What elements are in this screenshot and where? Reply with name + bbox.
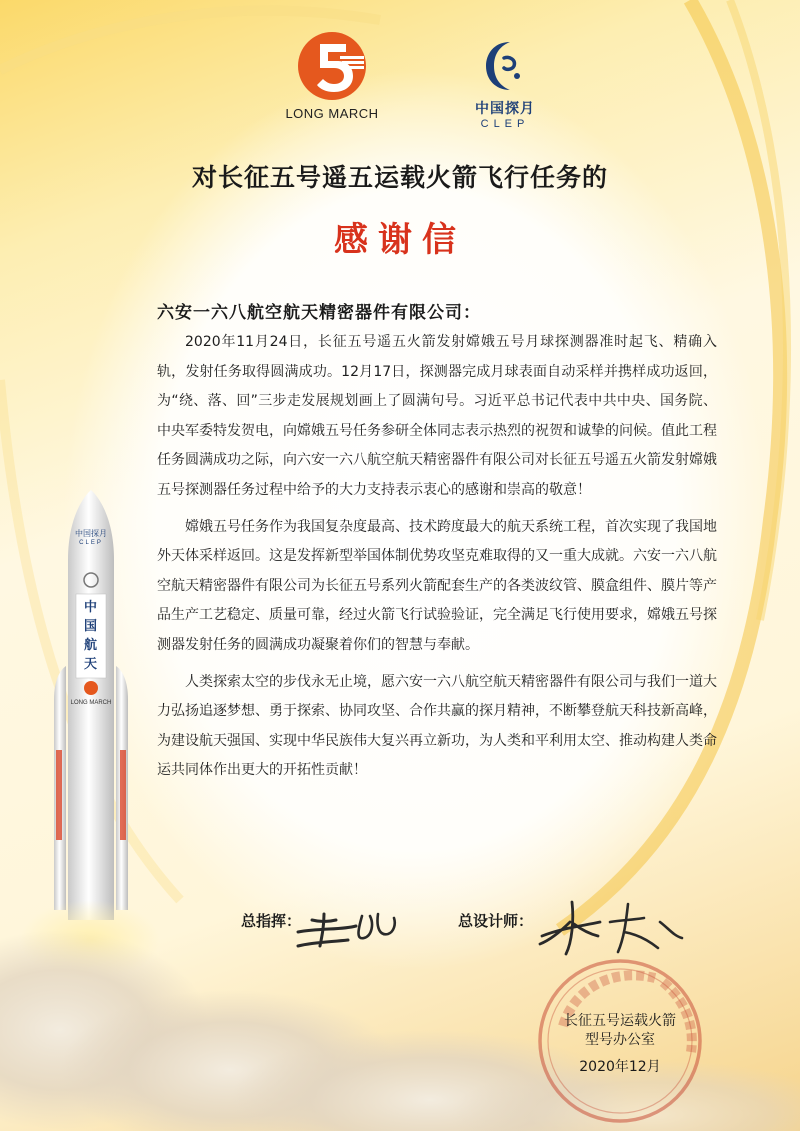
- rocket-booster-label: LONG MARCH: [70, 700, 112, 706]
- paragraph-2: 嫦娥五号任务作为我国复杂度最高、技术跨度最大的航天系统工程，首次实现了我国地外天体采样返回。这是发挥新型举国体制优势攻坚克难取得的又一重大成就。六安一六八航空航天精密器件有限公司为长征五号系列火箭配套生产的各类波纹管、膜盒组件、膜片等产品生产工艺稳定、质量可靠，经过火箭飞行试验验证，完全满足飞行使用要求，嫦娥五号探测器发射任务的圆满成功凝聚着你们的智慧与奉献。: [157, 518, 717, 653]
- salutation: 六安一六八航空航天精密器件有限公司：: [157, 303, 481, 323]
- issue-date: 2020年12月: [579, 1059, 661, 1075]
- long-march-logo-text: LONG MARCH: [285, 106, 379, 121]
- paragraph-1: 2020年11月24日，长征五号遥五火箭发射嫦娥五号月球探测器准时起飞、精确入轨，发射任务取得圆满成功。12月17日，探测器完成月球表面自动采样并携样成功返回，为“绕、落、回”三步走发展规划画上了圆满句号。习近平总书记代表中共中央、国务院、中央军委特发贺电，向嫦娥五号任务参研全体同志表示热烈的祝贺和诚挚的问候。值此工程任务圆满成功之际，向六安一六八航空航天精密器件有限公司对长征五号遥五火箭发射嫦娥五号探测器任务过程中给予的大力支持表示衷心的感谢和崇高的敬意！: [157, 334, 717, 498]
- letter-body: [157, 328, 717, 793]
- rocket-body-text: 中国航天: [84, 600, 98, 672]
- letter-subtitle: 感谢信: [334, 220, 466, 260]
- rocket-illustration: [36, 490, 146, 960]
- rocket-badge-cn: 中国探月: [75, 529, 107, 538]
- issuing-office: 长征五号运载火箭型号办公室: [564, 1013, 676, 1048]
- chief-designer-signature: [532, 892, 692, 962]
- clep-moon-icon: [480, 36, 530, 96]
- chief-commander-signature: [290, 896, 410, 956]
- clep-logo-en: CLEP: [480, 118, 530, 130]
- chief-commander-label: 总指挥：: [241, 912, 302, 930]
- long-march-5-icon: [296, 30, 368, 102]
- long-march-logo: [282, 30, 382, 121]
- rocket-badge-en: CLEP: [79, 540, 103, 546]
- clep-logo: [455, 36, 555, 130]
- letter-title: 对长征五号遥五运载火箭飞行任务的: [191, 163, 608, 192]
- paragraph-3: 人类探索太空的步伐永无止境，愿六安一六八航空航天精密器件有限公司与我们一道大力弘扬追逐梦想、勇于探索、协同攻坚、合作共赢的探月精神，不断攀登航天科技新高峰，为建设航天强国、实现中华民族伟大复兴再立新功，为人类和平利用太空、推动构建人类命运共同体作出更大的开拓性贡献！: [157, 673, 717, 779]
- chief-designer-label: 总设计师：: [458, 912, 534, 930]
- clep-logo-cn: 中国探月: [475, 101, 535, 117]
